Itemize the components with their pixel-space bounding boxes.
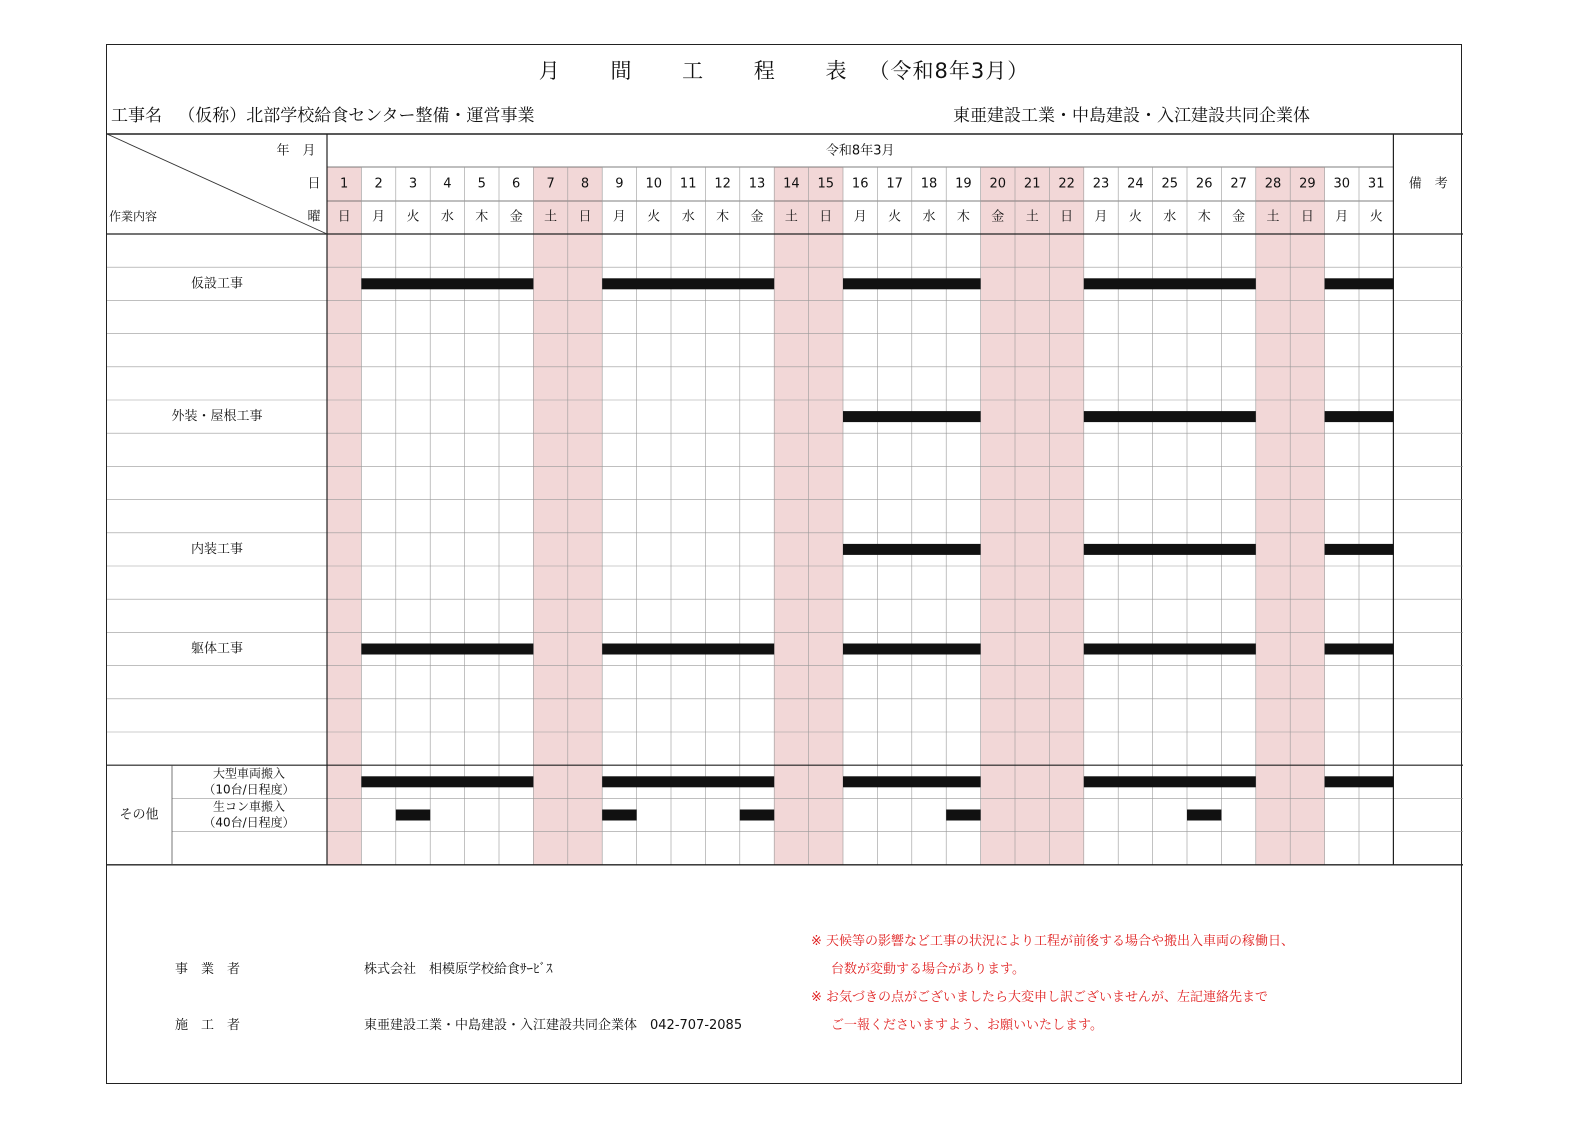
weekday-label: 金: [991, 209, 1005, 225]
weekday-label: 火: [1369, 209, 1383, 225]
day-number: 14: [783, 176, 800, 192]
corner-weekday-label: 曜: [307, 209, 321, 225]
task-label: 仮設工事: [190, 276, 244, 292]
builder-value: 東亜建設工業・中島建設・入江建設共同企業体 042-707-2085: [364, 1018, 743, 1033]
schedule-bar: [1325, 776, 1394, 787]
day-number: 8: [580, 176, 590, 192]
day-number: 27: [1230, 176, 1247, 192]
corner-month-label: 年 月: [276, 143, 316, 159]
schedule-bar: [843, 776, 981, 787]
weekday-label: 火: [406, 209, 420, 225]
other-item-sublabel: （10台/日程度）: [203, 782, 295, 797]
owner-value: 株式会社 相模原学校給食ｻｰﾋﾞｽ: [364, 962, 553, 977]
weekday-label: 水: [440, 209, 454, 225]
holiday-column: [327, 167, 361, 865]
weekday-label: 火: [647, 209, 661, 225]
weekday-label: 火: [1128, 209, 1142, 225]
schedule-bar: [843, 544, 981, 555]
note-1-line-1: ※ 天候等の影響など工事の状況により工程が前後する場合や搬出入車両の稼働日、: [811, 934, 1295, 949]
weekday-label: 月: [853, 209, 867, 225]
weekday-label: 土: [784, 209, 798, 225]
day-number: 1: [340, 176, 349, 192]
weekday-label: 月: [1094, 209, 1108, 225]
day-number: 21: [1023, 176, 1041, 192]
weekday-label: 金: [750, 209, 764, 225]
holiday-column: [1049, 167, 1083, 865]
weekday-label: 日: [819, 209, 833, 225]
corner-day-label: 日: [307, 176, 321, 192]
weekday-label: 日: [1060, 209, 1074, 225]
day-number: 13: [748, 176, 766, 192]
day-number: 26: [1195, 176, 1213, 192]
task-label: 内装工事: [190, 541, 244, 557]
schedule-bar: [1325, 411, 1394, 422]
weekday-label: 月: [372, 209, 386, 225]
weekday-label: 土: [1266, 209, 1280, 225]
weekday-label: 水: [681, 209, 695, 225]
schedule-bar: [361, 644, 533, 655]
weekday-label: 日: [578, 209, 592, 225]
holiday-column: [568, 167, 602, 865]
day-number: 19: [955, 176, 972, 192]
corner-task-label: 作業内容: [109, 209, 158, 224]
day-number: 22: [1058, 176, 1075, 192]
weekday-label: 水: [1163, 209, 1177, 225]
day-number: 12: [714, 176, 731, 192]
schedule-bar: [361, 776, 533, 787]
day-number: 15: [817, 176, 835, 192]
schedule-bar: [602, 278, 774, 289]
schedule-bar: [396, 810, 430, 821]
weekday-label: 土: [1025, 209, 1039, 225]
day-number: 30: [1333, 176, 1351, 192]
day-number: 29: [1299, 176, 1316, 192]
weekday-label: 木: [475, 209, 489, 225]
other-label: その他: [119, 807, 159, 823]
schedule-bar: [1325, 544, 1394, 555]
schedule-sheet: [106, 44, 1462, 1084]
other-item-label: 大型車両搬入: [212, 766, 286, 781]
holiday-column: [533, 167, 567, 865]
weekday-label: 日: [337, 209, 351, 225]
remarks-header: 備 考: [1408, 176, 1448, 192]
weekday-label: 木: [716, 209, 730, 225]
day-number: 11: [679, 176, 697, 192]
schedule-bar: [1084, 544, 1256, 555]
task-label: 躯体工事: [190, 641, 244, 657]
day-number: 18: [920, 176, 938, 192]
weekday-label: 土: [544, 209, 558, 225]
schedule-bar: [1084, 776, 1256, 787]
weekday-label: 日: [1300, 209, 1314, 225]
schedule-bar: [361, 278, 533, 289]
schedule-bar: [946, 810, 980, 821]
note-2-line-1: ※ お気づきの点がございましたら大変申し訳ございませんが、左記連絡先まで: [811, 990, 1269, 1005]
page-title: 月 間 工 程 表（令和8年3月）: [538, 59, 1030, 83]
month-header: 令和8年3月: [825, 143, 895, 159]
schedule-bar: [602, 810, 636, 821]
day-number: 4: [443, 176, 452, 192]
day-number: 3: [408, 176, 418, 192]
day-number: 2: [374, 176, 383, 192]
weekday-label: 水: [922, 209, 936, 225]
day-number: 20: [989, 176, 1007, 192]
weekday-label: 木: [1197, 209, 1211, 225]
day-number: 5: [477, 176, 486, 192]
schedule-bar: [740, 810, 774, 821]
weekday-label: 月: [612, 209, 626, 225]
holiday-column: [1015, 167, 1049, 865]
schedule-bar: [602, 776, 774, 787]
weekday-label: 木: [956, 209, 970, 225]
other-item-sublabel: （40台/日程度）: [203, 815, 295, 830]
schedule-bar: [843, 278, 981, 289]
builder-label: 施 工 者: [175, 1018, 241, 1033]
day-number: 23: [1092, 176, 1110, 192]
owner-label: 事 業 者: [175, 962, 241, 977]
day-number: 7: [546, 176, 555, 192]
contractor-name: 東亜建設工業・中島建設・入江建設共同企業体: [953, 106, 1310, 126]
weekday-label: 月: [1335, 209, 1349, 225]
schedule-bar: [1084, 644, 1256, 655]
day-number: 9: [615, 176, 624, 192]
holiday-column: [1290, 167, 1324, 865]
schedule-grid: [107, 45, 1463, 1085]
schedule-bar: [1325, 278, 1394, 289]
schedule-bar: [843, 411, 981, 422]
schedule-bar: [602, 644, 774, 655]
day-number: 24: [1127, 176, 1144, 192]
day-number: 10: [645, 176, 663, 192]
schedule-bar: [843, 644, 981, 655]
note-2-line-2: ご一報くださいますよう、お願いいたします。: [831, 1018, 1103, 1033]
day-number: 31: [1367, 176, 1385, 192]
day-number: 16: [851, 176, 869, 192]
day-number: 17: [886, 176, 903, 192]
day-number: 25: [1161, 176, 1179, 192]
schedule-bar: [1325, 644, 1394, 655]
holiday-column: [774, 167, 808, 865]
project-name: 工事名 （仮称）北部学校給食センター整備・運営事業: [111, 106, 535, 126]
day-number: 28: [1264, 176, 1282, 192]
weekday-label: 火: [888, 209, 902, 225]
other-item-label: 生コン車搬入: [212, 799, 286, 814]
holiday-column: [1256, 167, 1290, 865]
task-label: 外装・屋根工事: [171, 409, 263, 425]
day-number: 6: [512, 176, 521, 192]
schedule-bar: [1084, 278, 1256, 289]
schedule-bar: [1084, 411, 1256, 422]
schedule-bar: [1187, 810, 1221, 821]
note-1-line-2: 台数が変動する場合があります。: [831, 962, 1025, 977]
weekday-label: 金: [509, 209, 523, 225]
holiday-column: [809, 167, 843, 865]
holiday-column: [981, 167, 1015, 865]
weekday-label: 金: [1232, 209, 1246, 225]
